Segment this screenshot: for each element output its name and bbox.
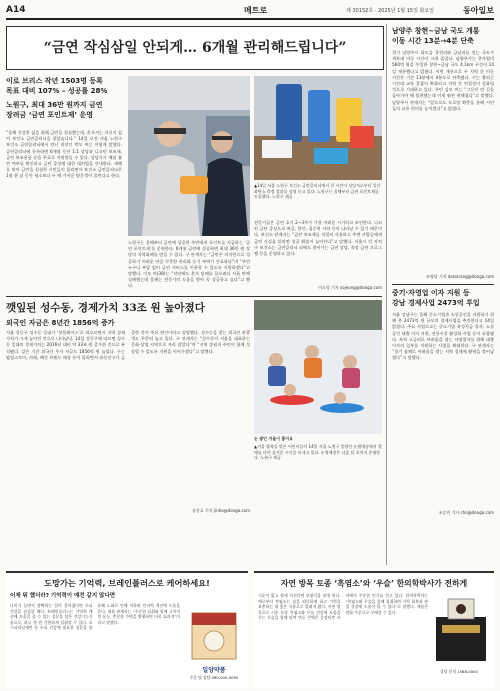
ad-brainplus-headline: 도망가는 기억력, 브레인플러스로 케어하세요! — [44, 578, 210, 588]
middle-byline: 송진호 기자 jinho@donga.com — [192, 508, 250, 513]
ad-black-goat-body: 기운이 없고 쉽게 지친다면 보양식을 찾게 된다. 예로부터 흑염소는 몸을 따뜻하게 하고 기력을 보충하는 데 좋은 식품으로 알려져 왔다. 자연 방목으로 키운 토종 흑염소와 무릎 건강에 도움을 주는 우슬을 함께 달여 만든 진액은 중장년층 사이에서 꾸준한 인기를 얻고 있다. 한의학박사는 “흑염소와 우슬을 함께 섭취하면 기력 회복과 관절 건강에 도움이 될 수 있다”고 말했다. 제품은 전화 주문으로 구매할 수 있다. — [258, 593, 428, 621]
side-body-1: 경기 남양주시 화도읍 창현리와 금남리를 잇는 국도가 개통돼 이동 시간이 크게 줄었다. 남양주시는 총사업비 560억 원을 투입한 창현~금남 국도 4.1km 구간이 14일 개통했다고 밝혔다. 이번 개통으로 두 지역 간 이동 시간은 기존 13분에서 4분으로 단축됐다. 시는 출퇴근 시간대 교통 혼잡이 완화되고 지역 간 연결성이 강화될 것으로 기대하고 있다. 주민 김모 씨는 “그동안 먼 길을 돌아가야 해 불편했는데 이제 훨씬 편해졌다”고 말했다. 남양주시 관계자는 “앞으로도 도로망 확충을 통해 시민들의 교통 편의를 높이겠다”고 밝혔다. — [392, 50, 494, 111]
lead-body-col-2: 노원구는 올해부터 금연에 성공한 주민에게 포인트를 지급하는 ‘금연 포인트제’를 운영한다. 6개월 금연에 성공하면 최대 36만 원 상당의 지역화폐를 받을 수 있다. 구 관계자는 “금연은 의지만으로 성공하기 어려운 만큼 꾸준한 관리와 동기 부여가 중요하다”며 “주민 누구나 부담 없이 금연 서비스를 이용할 수 있도록 지원하겠다”고 말했다. 이모 씨(38)는 “작년에도 혼자 담배를 끊으려다 사흘 만에 실패했는데 올해는 전문가의 도움을 받아 꼭 성공하고 싶다”고 했다. — [128, 240, 250, 289]
lead-subhead-1: 이로 브리스 작년 1503명 등록 목표 대비 107% – 성공률 28% — [6, 77, 108, 95]
side-byline-2: 조승연 기자 cho@donga.com — [438, 510, 494, 515]
lead-headline-box — [6, 26, 384, 70]
middle-headline: 깻잎된 성수동, 경제가치 33조 원 높아졌다 — [6, 302, 205, 314]
ad-brainplus-contact: 주문 및 상담 080-000-0000 — [189, 675, 239, 680]
side-title-2: 중기·자영업 이자 지원 등 강남 경제사업 2473억 투입 — [392, 289, 480, 307]
sledding-photo-tag: 눈 쌓인 겨울이 좋아요 — [254, 436, 293, 441]
paper-logo: 동아일보 — [463, 5, 494, 15]
lead-photo-2 — [254, 76, 382, 180]
sledding-photo-caption: ▲겨울 방학을 맞은 어린이들이 14일 서울 노원구 불암산 눈썰매장에서 썰매를 타며 즐거운 시간을 보내고 있다. 눈썰매장은 다음 달 초까지 운영한다. 노원구 제공 — [254, 444, 382, 461]
lead-headline: “금연 작심삼일 안되게… 6개월 관리해드립니다” — [43, 40, 347, 56]
ad-black-goat — [254, 571, 494, 689]
column-rule — [386, 24, 387, 565]
divider — [392, 284, 494, 285]
ad-black-goat-headline: 자연 방목 토종 ‘흑염소’와 ‘우슬’ 한의학박사가 전하게 — [280, 579, 468, 588]
lead-photo — [128, 76, 250, 236]
middle-body: 서울 성동구 성수동 일대가 ‘핫플레이스’로 떠오르면서 지역 경제가치가 크게 높아진 것으로 나타났다. 14일 성동구에 따르면 성수동 일대의 경제가치는 2016년 대비 약 33조 원 증가한 것으로 분석됐다. 같은 기간 외국인 투자 자금도 1856억 원 늘었다. 구는 팝업스토어, 카페, 패션 브랜드 매장 등이 몰리면서 유동인구가 급증한 것이 주요 원인이라고 설명했다. 성수동을 찾는 외국인 관광객도 꾸준히 늘고 있다. 구 관계자는 “성수동이 서울을 대표하는 문화·상업 지역으로 자리 잡았다”며 “지역 상권과 주민이 함께 성장할 수 있도록 지원을 이어가겠다”고 말했다. — [6, 330, 250, 360]
side-title-1: 남양주 창현~금남 국도 개통 이동 시간 13분→4분 단축 — [392, 27, 480, 45]
ad-brainplus-subhead: 어제 뭐 했더라? 기억력이 예전 같지 않다면 — [10, 593, 116, 599]
issue-date: 제 30152호 · 2025년 1월 15일 화요일 — [346, 8, 434, 14]
lead-byline: 이소정 기자 sojeong@donga.com — [318, 285, 382, 290]
section-name: 메트로 — [244, 6, 268, 15]
side-body-2: 서울 강남구는 올해 중소기업과 소상공인을 지원하기 위해 총 2473억 원 규모의 경제사업을 추진한다고 14일 밝혔다. 주요 사업으로는 중소기업 육성자금 융자, 소상공인 대출 이자 지원, 전통시장 활성화 사업 등이 포함됐다. 특히 고금리로 어려움을 겪는 자영업자를 위해 대출 이자의 일부를 지원하는 사업을 확대한다. 구 관계자는 “경기 침체로 어려움을 겪는 지역 경제에 활력을 불어넣겠다”고 말했다. — [392, 312, 494, 361]
page-header — [6, 4, 494, 20]
sledding-photo — [254, 300, 382, 434]
lead-body-col-1: “올해 건강한 삶을 위해 금연을 결심했는데, 혼자서는 자신이 없어 보건소 금연클리닉을 찾았습니다.” 14일 오전 서울 노원구 보건소 금연클리닉에서 만난 직장인 박모 씨는 이렇게 말했다. 금연클리닉에 등록하면 6개월 동안 1:1 상담과 니코틴 보조제, 금연 보조용품 등을 무료로 지원받을 수 있다. 상담사가 매달 흡연 여부를 확인하고 금단 증상에 대한 대처법을 안내한다. 새해를 맞아 금연을 결심한 시민들이 몰리면서 보건소 금연클리닉은 1월 한 달 동안 평소보다 두 배 가까운 방문객이 몰린다고 한다. — [6, 130, 122, 179]
lead-body-col-3: 전문가들은 금연 초기 2~3주가 가장 어려운 시기라고 조언한다. 니코틴 금단 증상으로 짜증, 불안, 집중력 저하 등이 나타날 수 있기 때문이다. 보건소 관계자는 “금연 보조제를 적절히 사용하고 주변 사람들에게 금연 사실을 알리면 성공 확률이 높아진다”고 말했다. 서울시 각 자치구 보건소는 금연클리닉 외에도 찾아가는 금연 상담, 직장 금연 프로그램 등을 운영하고 있다. — [254, 220, 382, 257]
ad-brainplus-brand: 일양약품 — [202, 667, 226, 674]
ad-brainplus — [6, 571, 248, 689]
ad-brainplus-body: 나이가 들면서 깜빡하는 일이 잦아졌다면 두뇌 건강을 점검할 때다. 브레인플러스는 기억력 개선에 도움을 줄 수 있는 성분을 담은 건강기능식품으로, 하루 한 번 간편하게 섭취할 수 있다. 포스파티딜세린 등 두뇌 건강에 필요한 성분을 함유해 노화로 인해 저하된 인지력 개선에 도움을 준다. 제품 관계자는 “꾸준한 섭취와 함께 규칙적인 운동, 충분한 수면을 병행하면 더욱 효과적”이라고 말했다. — [10, 603, 180, 631]
lead-subhead-2: 노원구, 최대 36만 원까지 금연 장려금 ‘금연 포인트제’ 운영 — [6, 101, 103, 119]
ad-brainplus-product-image — [186, 605, 242, 663]
ad-black-goat-product-image — [432, 595, 490, 665]
ad-black-goat-contact: 상담 문의 1588-0000 — [440, 669, 478, 674]
page-number: A14 — [6, 5, 26, 15]
side-byline-1: 조영달 기자 dalsarang@donga.com — [426, 274, 494, 279]
middle-subhead: 외국인 자금은 8년간 1856억 증가 — [6, 319, 115, 327]
lead-photo-caption: ▲14일 서울 노원구 보건소 금연클리닉에서 한 시민이 상담사로부터 일산화탄소 측정 결과를 설명 듣고 있다. 노원구는 올해부터 금연 포인트제를 도입했다. 노원구 제공 — [254, 183, 381, 200]
divider — [6, 296, 382, 297]
